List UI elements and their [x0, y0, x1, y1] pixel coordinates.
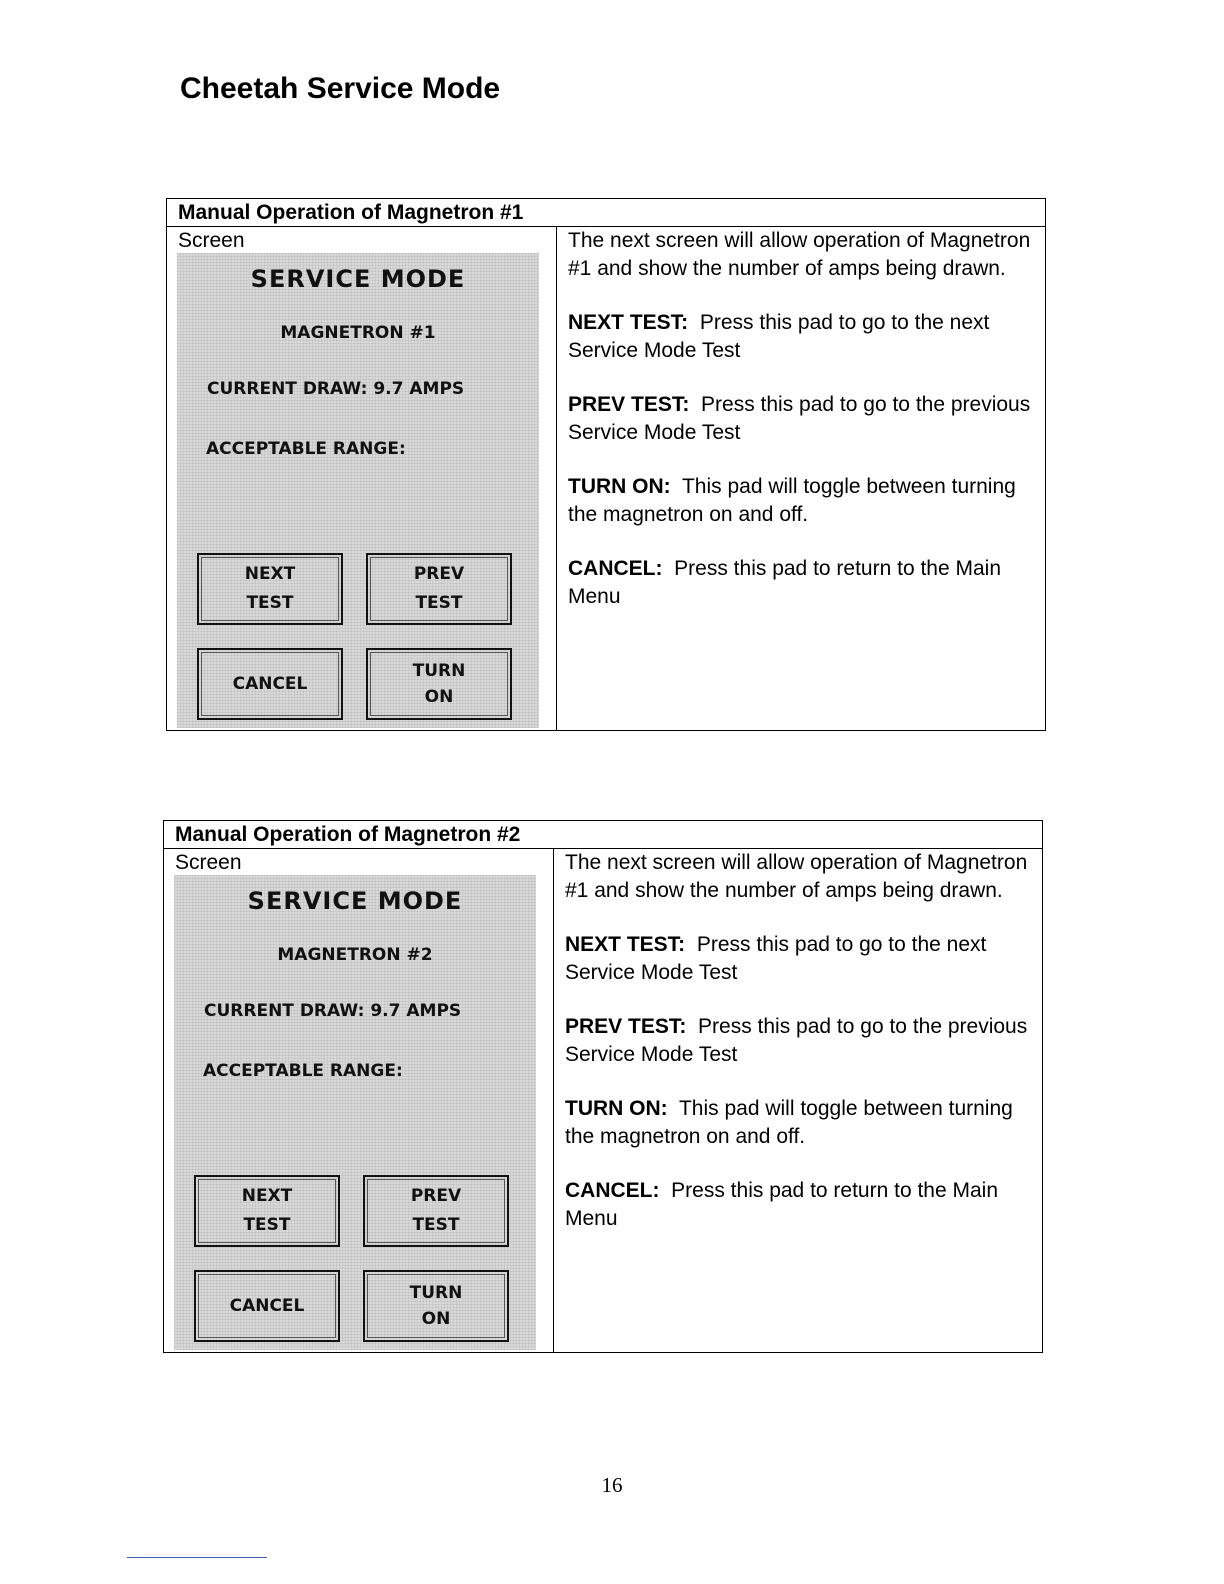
- description-intro: The next screen will allow operation of Magnetron #1 and show the number of amps being drawn.: [565, 851, 1028, 902]
- term: TURN ON:: [565, 1097, 668, 1120]
- service-mode-title: SERVICE MODE: [247, 887, 463, 915]
- next-test-button[interactable]: NEXT TEST: [194, 1175, 340, 1247]
- cancel-button[interactable]: CANCEL: [197, 648, 343, 720]
- screen-column: [164, 849, 554, 1352]
- cancel-description: [568, 555, 1035, 611]
- cancel-button[interactable]: CANCEL: [194, 1270, 340, 1342]
- definition: Press this pad to go to the previous Service Mode Test: [568, 393, 1031, 444]
- definition: This pad will toggle between turning the magnetron on and off.: [565, 1097, 1013, 1148]
- magnetron-2-section: [163, 820, 1043, 1353]
- prev-test-button[interactable]: PREV TEST: [366, 553, 512, 625]
- magnetron-label: MAGNETRON #1: [280, 323, 436, 343]
- definition: Press this pad to return to the Main Menu: [568, 557, 1002, 608]
- next-test-description: [568, 309, 1035, 365]
- description-intro: The next screen will allow operation of Magnetron #1 and show the number of amps being drawn.: [568, 229, 1031, 280]
- prev-test-button[interactable]: PREV TEST: [363, 1175, 509, 1247]
- screen-column: [167, 227, 557, 730]
- term: NEXT TEST:: [568, 311, 689, 334]
- prev-test-description: [568, 391, 1035, 447]
- acceptable-range-label: ACCEPTABLE RANGE:: [203, 1061, 403, 1081]
- term: CANCEL:: [565, 1179, 660, 1202]
- footnote-divider: [127, 1557, 267, 1558]
- turn-on-button[interactable]: TURN ON: [363, 1270, 509, 1342]
- service-mode-screen: [177, 253, 539, 728]
- magnetron-1-section: [166, 198, 1046, 731]
- magnetron-label: MAGNETRON #2: [277, 945, 433, 965]
- term: TURN ON:: [568, 475, 671, 498]
- term: PREV TEST:: [568, 393, 690, 416]
- turn-on-description: [565, 1095, 1032, 1151]
- section-header: Manual Operation of Magnetron #1: [167, 199, 1045, 227]
- definition: Press this pad to go to the next Service Mode Test: [568, 311, 990, 362]
- current-draw-readout: CURRENT DRAW: 9.7 AMPS: [204, 1001, 462, 1021]
- service-mode-title: SERVICE MODE: [250, 265, 466, 293]
- term: PREV TEST:: [565, 1015, 687, 1038]
- page-title: Cheetah Service Mode: [180, 72, 501, 105]
- turn-on-button[interactable]: TURN ON: [366, 648, 512, 720]
- screen-label: Screen: [175, 851, 242, 874]
- cancel-description: [565, 1177, 1032, 1233]
- term: NEXT TEST:: [565, 933, 686, 956]
- current-draw-readout: CURRENT DRAW: 9.7 AMPS: [207, 379, 465, 399]
- definition: This pad will toggle between turning the magnetron on and off.: [568, 475, 1016, 526]
- definition: Press this pad to go to the previous Service Mode Test: [565, 1015, 1028, 1066]
- prev-test-description: [565, 1013, 1032, 1069]
- page-number: 16: [601, 1473, 623, 1497]
- next-test-description: [565, 931, 1032, 987]
- definition: Press this pad to return to the Main Menu: [565, 1179, 999, 1230]
- description-column: [568, 227, 1035, 730]
- section-header: Manual Operation of Magnetron #2: [164, 821, 1042, 849]
- next-test-button[interactable]: NEXT TEST: [197, 553, 343, 625]
- description-column: [565, 849, 1032, 1352]
- service-mode-screen: [174, 875, 536, 1350]
- turn-on-description: [568, 473, 1035, 529]
- acceptable-range-label: ACCEPTABLE RANGE:: [206, 439, 406, 459]
- term: CANCEL:: [568, 557, 663, 580]
- definition: Press this pad to go to the next Service Mode Test: [565, 933, 987, 984]
- screen-label: Screen: [178, 229, 245, 252]
